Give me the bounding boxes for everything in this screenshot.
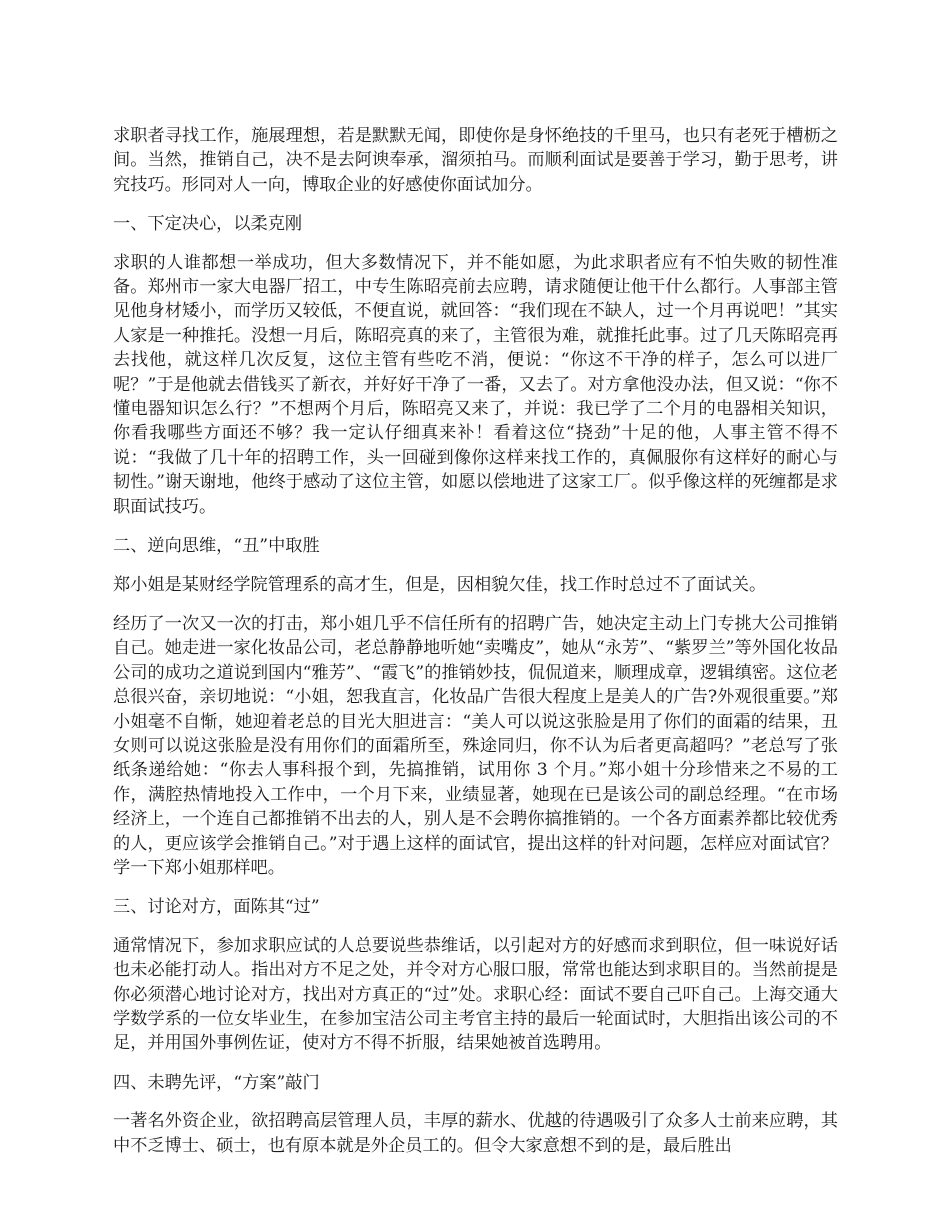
section-2-paragraph-2: 经历了一次又一次的打击，郑小姐几乎不信任所有的招聘广告，她决定主动上门专挑大公司推销自己。她走进一家化妆品公司，老总静静地听她“卖嘴皮”，她从“永芳”、“紫罗兰”等外国化妆品公司的成功之道说到国内“雅芳”、“霞飞”的推销妙技，侃侃道来，顺理成章，逻辑缜密。这位老总很兴奋，亲切地说：“小姐，恕我直言，化妆品广告很大程度上是美人的广告?外观很重要。”郑小姐毫不自惭，她迎着老总的目光大胆进言：“美人可以说这张脸是用了你们的面霜的结果，丑女则可以说这张脸是没有用你们的面霜所至，殊途同归，你不认为后者更高超吗？”老总写了张纸条递给她：“你去人事科报个到，先搞推销，试用你 3 个月。”郑小姐十分珍惜来之不易的工作，满腔热情地投入工作中，一个月下来，业绩显著，她现在已是该公司的副总经理。“在市场经济上，一个连自己都推销不出去的人，别人是不会聘你搞推销的。一个各方面素养都比较优秀的人，更应该学会推销自己。”对于遇上这样的面试官，提出这样的针对问题，怎样应对面试官？学一下郑小姐那样吧。 bbox=[113, 613, 838, 878]
section-heading-4: 四、未聘先评，“方案”敲门 bbox=[113, 1072, 320, 1093]
section-4-paragraph: 一著名外资企业，欲招聘高层管理人员，丰厚的薪水、优越的待遇吸引了众多人士前来应聘，其中不乏博士、硕士，也有原本就是外企员工的。但令大家意想不到的是，最后胜出 bbox=[113, 1111, 838, 1156]
section-heading-3: 三、讨论对方，面陈其“过” bbox=[113, 897, 320, 918]
section-3-paragraph: 通常情况下，参加求职应试的人总要说些恭维话，以引起对方的好感而求到职位，但一味说好话也未必能打动人。指出对方不足之处，并令对方心服口服，常常也能达到求职目的。当然前提是你必须潜心地讨论对方，找出对方真正的“过”处。求职心经：面试不要自己吓自己。上海交通大学数学系的一位女毕业生，在参加宝洁公司主考官主持的最后一轮面试时，大胆指出该公司的不足，并用国外事例佐证，使对方不得不折服，结果她被首选聘用。 bbox=[113, 935, 838, 1054]
section-2-paragraph-1: 郑小姐是某财经学院管理系的高才生，但是，因相貌欠佳，找工作时总过不了面试关。 bbox=[113, 574, 767, 595]
intro-paragraph: 求职者寻找工作，施展理想，若是默默无闻，即使你是身怀绝技的千里马，也只有老死于槽枥之间。当然，推销自己，决不是去阿谀奉承，溜须拍马。而顺利面试是要善于学习，勤于思考，讲究技巧。形同对人一向，博取企业的好感使你面试加分。 bbox=[113, 126, 838, 195]
section-heading-2: 二、逆向思维，“丑”中取胜 bbox=[113, 536, 320, 557]
section-1-paragraph: 求职的人谁都想一举成功，但大多数情况下，并不能如愿，为此求职者应有不怕失败的韧性准备。郑州市一家大电器厂招工，中专生陈昭亮前去应聘，请求随便让他干什么都行。人事部主管见他身材矮小，而学历又较低，不便直说，就回答：“我们现在不缺人，过一个月再说吧！”其实人家是一种推托。没想一月后，陈昭亮真的来了，主管很为难，就推托此事。过了几天陈昭亮再去找他，就这样几次反复，这位主管有些吃不消，便说：“你这不干净的样子，怎么可以进厂呢？”于是他就去借钱买了新衣，并好好干净了一番，又去了。对方拿他没办法，但又说：“你不懂电器知识怎么行？”不想两个月后，陈昭亮又来了，并说：我已学了二个月的电器相关知识，你看我哪些方面还不够？我一定认仔细真来补！看着这位“挠劲”十足的他，人事主管不得不说：“我做了几十年的招聘工作，头一回碰到像你这样来找工作的，真佩服你有这样好的耐心与韧性。”谢天谢地，他终于感动了这位主管，如愿以偿地进了这家工厂。似乎像这样的死缠都是求职面试技巧。 bbox=[113, 252, 838, 517]
section-heading-1: 一、下定决心，以柔克刚 bbox=[113, 214, 303, 235]
